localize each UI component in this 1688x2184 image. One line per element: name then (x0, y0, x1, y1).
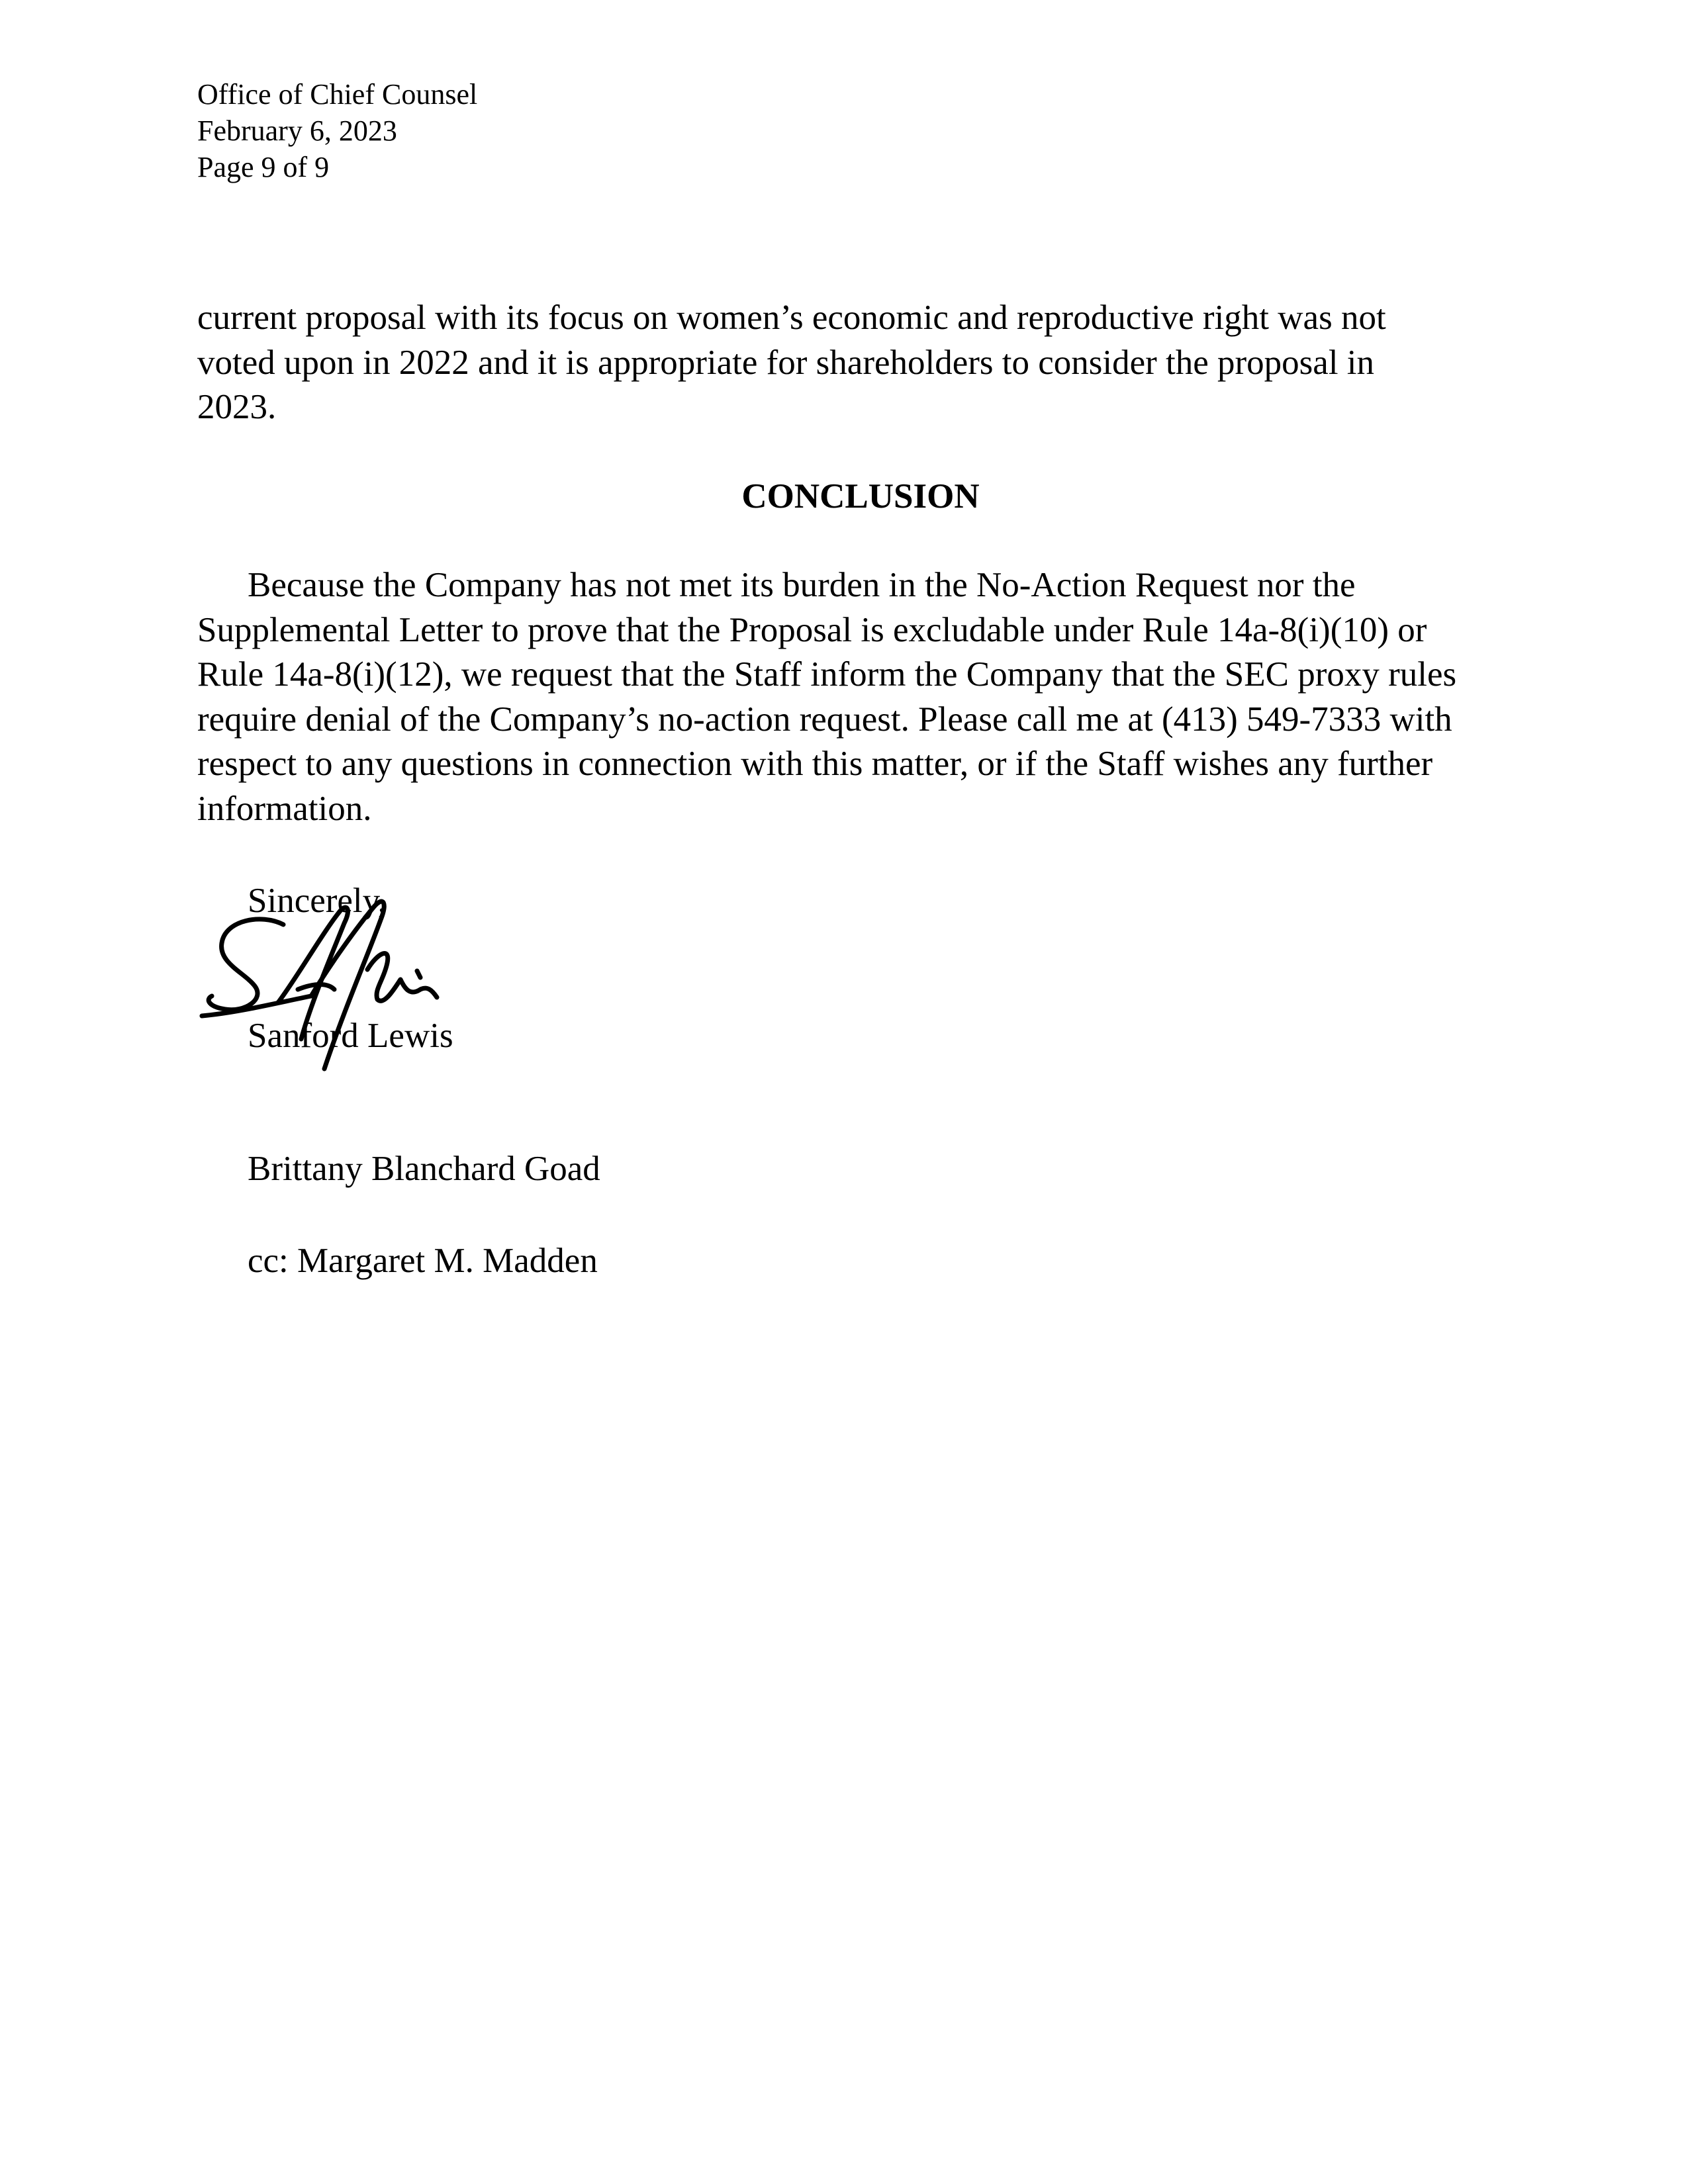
signer-name: Sanford Lewis (248, 1017, 453, 1055)
header-date: February 6, 2023 (197, 114, 397, 147)
conclusion-heading: CONCLUSION (741, 477, 980, 516)
closing-salutation: Sincerely, (248, 882, 387, 920)
cosigner-name: Brittany Blanchard Goad (248, 1150, 600, 1188)
paragraph-line: require denial of the Company’s no-action request. Please call me at (413) 549-7333 with (197, 700, 1452, 739)
conclusion-paragraph (197, 563, 1501, 831)
header-recipient: Office of Chief Counsel (197, 78, 478, 111)
paragraph-line: Rule 14a-8(i)(12), we request that the Staff inform the Company that the SEC proxy rules (197, 655, 1457, 694)
paragraph-line: voted upon in 2022 and it is appropriate for shareholders to consider the proposal in (197, 343, 1375, 382)
paragraph-line: respect to any questions in connection with this matter, or if the Staff wishes any further (197, 745, 1433, 783)
paragraph-line: Because the Company has not met its burden in the No-Action Request nor the (248, 566, 1356, 604)
handwritten-signature (199, 890, 503, 1089)
cc-line: cc: Margaret M. Madden (248, 1242, 598, 1280)
header-page-number: Page 9 of 9 (197, 151, 330, 183)
paragraph-line: current proposal with its focus on women’s economic and reproductive right was not (197, 298, 1386, 337)
paragraph-line: 2023. (197, 388, 277, 426)
letter-header (197, 76, 477, 185)
paragraph-line: information. (197, 789, 372, 828)
continuation-paragraph (197, 296, 1501, 430)
paragraph-line: Supplemental Letter to prove that the Proposal is excludable under Rule 14a-8(i)(10) or (197, 610, 1427, 649)
